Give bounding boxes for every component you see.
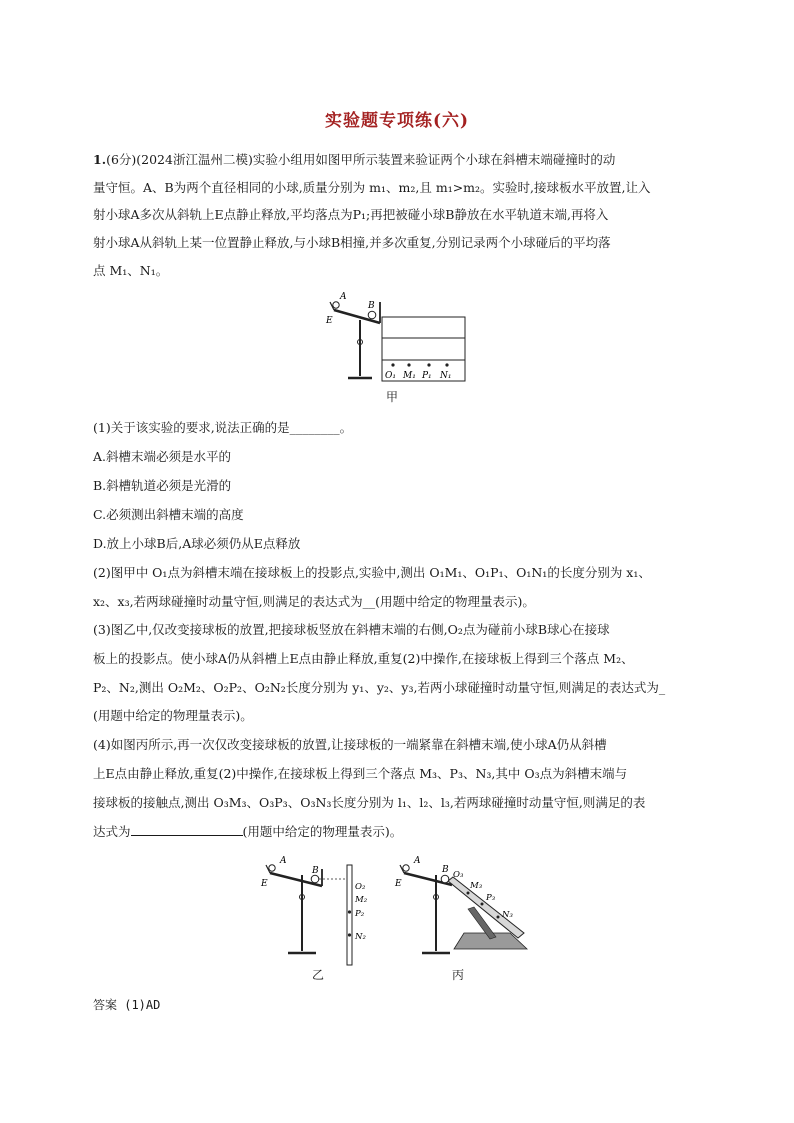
sub-question-3-line-2: 板上的投影点。使小球A仍从斜槽上E点由静止释放,重复(2)中操作,在接球板上得到三个落点 M₂、 [93,651,634,666]
sub-question-3-line-3: P₂、N₂,测出 O₂M₂、O₂P₂、O₂N₂长度分别为 y₁、y₂、y₃,若两小球碰撞时动量守恒,则满足的表达式为_ [93,680,666,695]
option-b: B.斜槽轨道必须是光滑的 [93,478,232,493]
point-n2: N₂ [355,932,366,942]
question-number: 1. [93,152,107,167]
sub-question-4-line-2: 上E点由静止释放,重复(2)中操作,在接球板上得到三个落点 M₃、P₃、N₃,其中 O₃点为斜槽末端与 [93,766,628,781]
sub-question-2-line-2: x₂、x₃,若两球碰撞时动量守恒,则满足的表达式为__(用题中给定的物理量表示)。 [93,594,535,609]
sub-question-4-line-4 [93,823,402,840]
intro-text-1: (6分)(2024浙江温州二模)实验小组用如图甲所示装置来验证两个小球在斜槽末端碰撞时的动 [106,152,616,167]
point-m3: M₃ [470,881,483,891]
question-1-intro-line-3: 射小球A多次从斜轨上E点静止释放,平均落点为P₁;再把被碰小球B静放在水平轨道末端,再将入 [93,207,609,222]
answer-text: 答案 (1)AD [93,998,161,1012]
sub-question-3-line-4: (用题中给定的物理量表示)。 [93,708,253,723]
point-o2: O₂ [355,882,366,892]
option-c: C.必须测出斜槽末端的高度 [93,507,244,522]
figure-jia-apparatus [320,290,470,382]
point-p1: P₁ [422,371,432,381]
label-e: E [326,316,333,326]
question-1-intro-line-2: 量守恒。A、B为两个直径相同的小球,质量分别为 m₁、m₂,且 m₁>m₂。实验时,接球板水平放置,让入 [93,180,651,195]
point-p2: P₂ [355,909,365,919]
figure-bing-apparatus [392,855,532,967]
label-e: E [395,879,402,889]
label-b: B [312,866,319,876]
sub-question-2-line-1: (2)图甲中 O₁点为斜槽末端在接球板上的投影点,实验中,测出 O₁M₁、O₁P₁、O₁N₁的长度分别为 x₁、 [93,565,651,580]
point-p3: P₃ [486,893,496,903]
question-1-intro-line-5: 点 M₁、N₁。 [93,263,169,278]
label-a: A [414,856,421,866]
figure-yi-caption: 乙 [312,968,325,982]
point-m1: M₁ [403,371,416,381]
sub-question-4-line-3: 接球板的接触点,测出 O₃M₃、O₃P₃、O₃N₃长度分别为 l₁、l₂、l₃,若两球碰撞时动量守恒,则满足的表 [93,795,646,810]
page-title: 实验题专项练(六) [324,111,470,131]
answer-blank [131,823,243,836]
option-d: D.放上小球B后,A球必须仍从E点释放 [93,536,301,551]
sub-question-1-stem: (1)关于该实验的要求,说法正确的是________。 [93,420,353,435]
figure-yi-apparatus [258,855,368,967]
sub-question-4-post: (用题中给定的物理量表示)。 [242,824,403,839]
point-n1: N₁ [440,371,452,381]
point-n3: N₃ [502,910,513,920]
label-a: A [340,292,347,302]
point-o1: O₁ [385,371,396,381]
question-1-intro-line-1 [93,152,615,168]
option-a: A.斜槽末端必须是水平的 [93,449,232,464]
question-1-intro-line-4: 射小球A从斜轨上某一位置静止释放,与小球B相撞,并多次重复,分别记录两个小球碰后的平均落 [93,235,611,250]
label-b: B [442,865,449,875]
label-e: E [261,879,268,889]
figure-jia-caption: 甲 [386,390,399,404]
point-m2: M₂ [355,895,368,905]
point-o3: O₃ [453,870,464,880]
sub-question-4-pre: 达式为 [93,824,131,839]
label-a: A [280,856,287,866]
label-b: B [368,301,375,311]
sub-question-4-line-1: (4)如图丙所示,再一次仅改变接球板的放置,让接球板的一端紧靠在斜槽末端,使小球A仍从斜槽 [93,737,607,752]
sub-question-3-line-1: (3)图乙中,仅改变接球板的放置,把接球板竖放在斜槽末端的右侧,O₂点为碰前小球B球心在接球 [93,622,610,637]
figure-bing-caption: 丙 [452,968,465,982]
